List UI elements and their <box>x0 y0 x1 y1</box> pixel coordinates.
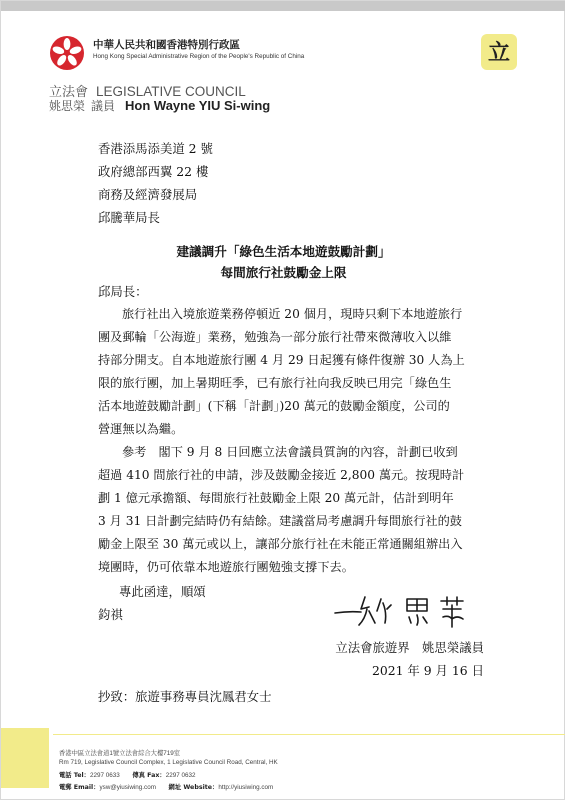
subject-line-2: 每間旅行社鼓勵金上限 <box>220 265 347 280</box>
paragraph-line: 境團時，仍可依靠本地遊旅行團勉強支撐下去。 <box>98 560 354 574</box>
member-name-en: Hon Wayne YIU Si-wing <box>125 98 271 113</box>
handwritten-signature <box>331 591 481 631</box>
recipient-line-2: 政府總部西翼 22 樓 <box>98 164 209 179</box>
signature-title: 立法會旅遊界 姚思榮議員 <box>335 640 484 655</box>
hksar-emblem-icon <box>49 35 85 71</box>
body-paragraph-1 <box>98 303 493 441</box>
website-link[interactable]: http://yiusiwing.com <box>218 784 274 791</box>
council-name-zh: 立法會 <box>49 85 89 100</box>
footer-phone-fax <box>59 770 195 779</box>
paragraph-line: 旅行社出入境旅遊業務停頓近 20 個月，現時只剩下本地遊旅行 <box>122 307 463 321</box>
web-label: 網址 Website： <box>168 784 219 791</box>
email-link[interactable]: ysw@yiusiwing.com <box>99 784 156 791</box>
member-name-zh: 姚思榮 <box>49 99 86 113</box>
paragraph-line: 劃 1 億元承擔額、每間旅行社鼓勵金上限 20 萬元計，估計到明年 <box>98 491 454 505</box>
subject-line-1: 建議調升「綠色生活本地遊鼓勵計劃」 <box>176 244 391 259</box>
letter-footer <box>1 728 565 801</box>
paragraph-line: 持部分開支。自本地遊旅行團 4 月 29 日起獲有條件復辦 30 人為上 <box>98 353 465 367</box>
member-line <box>49 97 270 114</box>
recipient-line-1: 香港添馬添美道 2 號 <box>98 141 213 156</box>
paragraph-line: 活本地遊鼓勵計劃」(下稱「計劃」)20 萬元的鼓勵金額度，公司的 <box>98 399 450 413</box>
paragraph-line: 限的旅行團，加上暑期旺季，已有旅行社向我反映已用完「綠色生 <box>98 376 452 390</box>
top-gray-bar <box>1 1 565 11</box>
footer-address-en: Rm 719, Legislative Council Complex, 1 Legislative Council Road, Central, HK <box>59 759 278 766</box>
email-label: 電郵 Email： <box>59 784 100 791</box>
member-role-zh: 議員 <box>91 99 116 113</box>
council-name-en: LEGISLATIVE COUNCIL <box>96 84 246 99</box>
recipient-line-4: 邱騰華局長 <box>98 210 160 225</box>
government-title-en: Hong Kong Special Administrative Region of the People's Republic of China <box>93 53 305 60</box>
party-logo-glyph: 立 <box>487 40 511 66</box>
salutation: 邱局長： <box>98 284 148 299</box>
paragraph-line: 參考 閣下 9 月 8 日回應立法會議員質詢的內容，計劃已收到 <box>122 445 458 459</box>
paragraph-line: 營運無以為繼。 <box>98 422 184 436</box>
recipient-line-3: 商務及經濟發展局 <box>98 187 198 202</box>
footer-address-zh: 香港中區立法會道1號立法會綜合大樓719室 <box>59 750 181 757</box>
party-logo-icon <box>480 33 518 71</box>
cc-line: 抄致：旅遊事務專員沈鳳君女士 <box>98 689 272 704</box>
letter-date: 2021 年 9 月 16 日 <box>371 663 484 678</box>
paragraph-line: 超過 410 間旅行社的申請，涉及鼓勵金接近 2,800 萬元。按現時計 <box>98 468 465 482</box>
fax-label: 傳真 Fax： <box>132 772 166 779</box>
footer-divider <box>53 734 565 735</box>
paragraph-line: 勵金上限至 30 萬元或以上，讓部分旅行社在未能正常通關組辦出入 <box>98 537 463 551</box>
footer-email-web <box>59 782 273 791</box>
government-title-zh: 中華人民共和國香港特別行政區 <box>93 39 240 51</box>
paragraph-line: 團及郵輪「公海遊」業務，勉強為一部分旅行社帶來微薄收入以維 <box>98 330 452 344</box>
body-paragraph-2 <box>98 441 493 579</box>
tel-value: 2297 0633 <box>89 772 120 779</box>
tel-label: 電話 Tel： <box>59 772 90 779</box>
paragraph-line: 3 月 31 日計劃完結時仍有結餘。建議當局考慮調升每間旅行社的鼓 <box>98 514 462 528</box>
closing-line-2: 鈞祺 <box>98 607 123 622</box>
fax-value: 2297 0632 <box>165 772 196 779</box>
closing-line-1: 專此函達，順頌 <box>119 584 206 599</box>
footer-accent-bar <box>1 728 49 788</box>
